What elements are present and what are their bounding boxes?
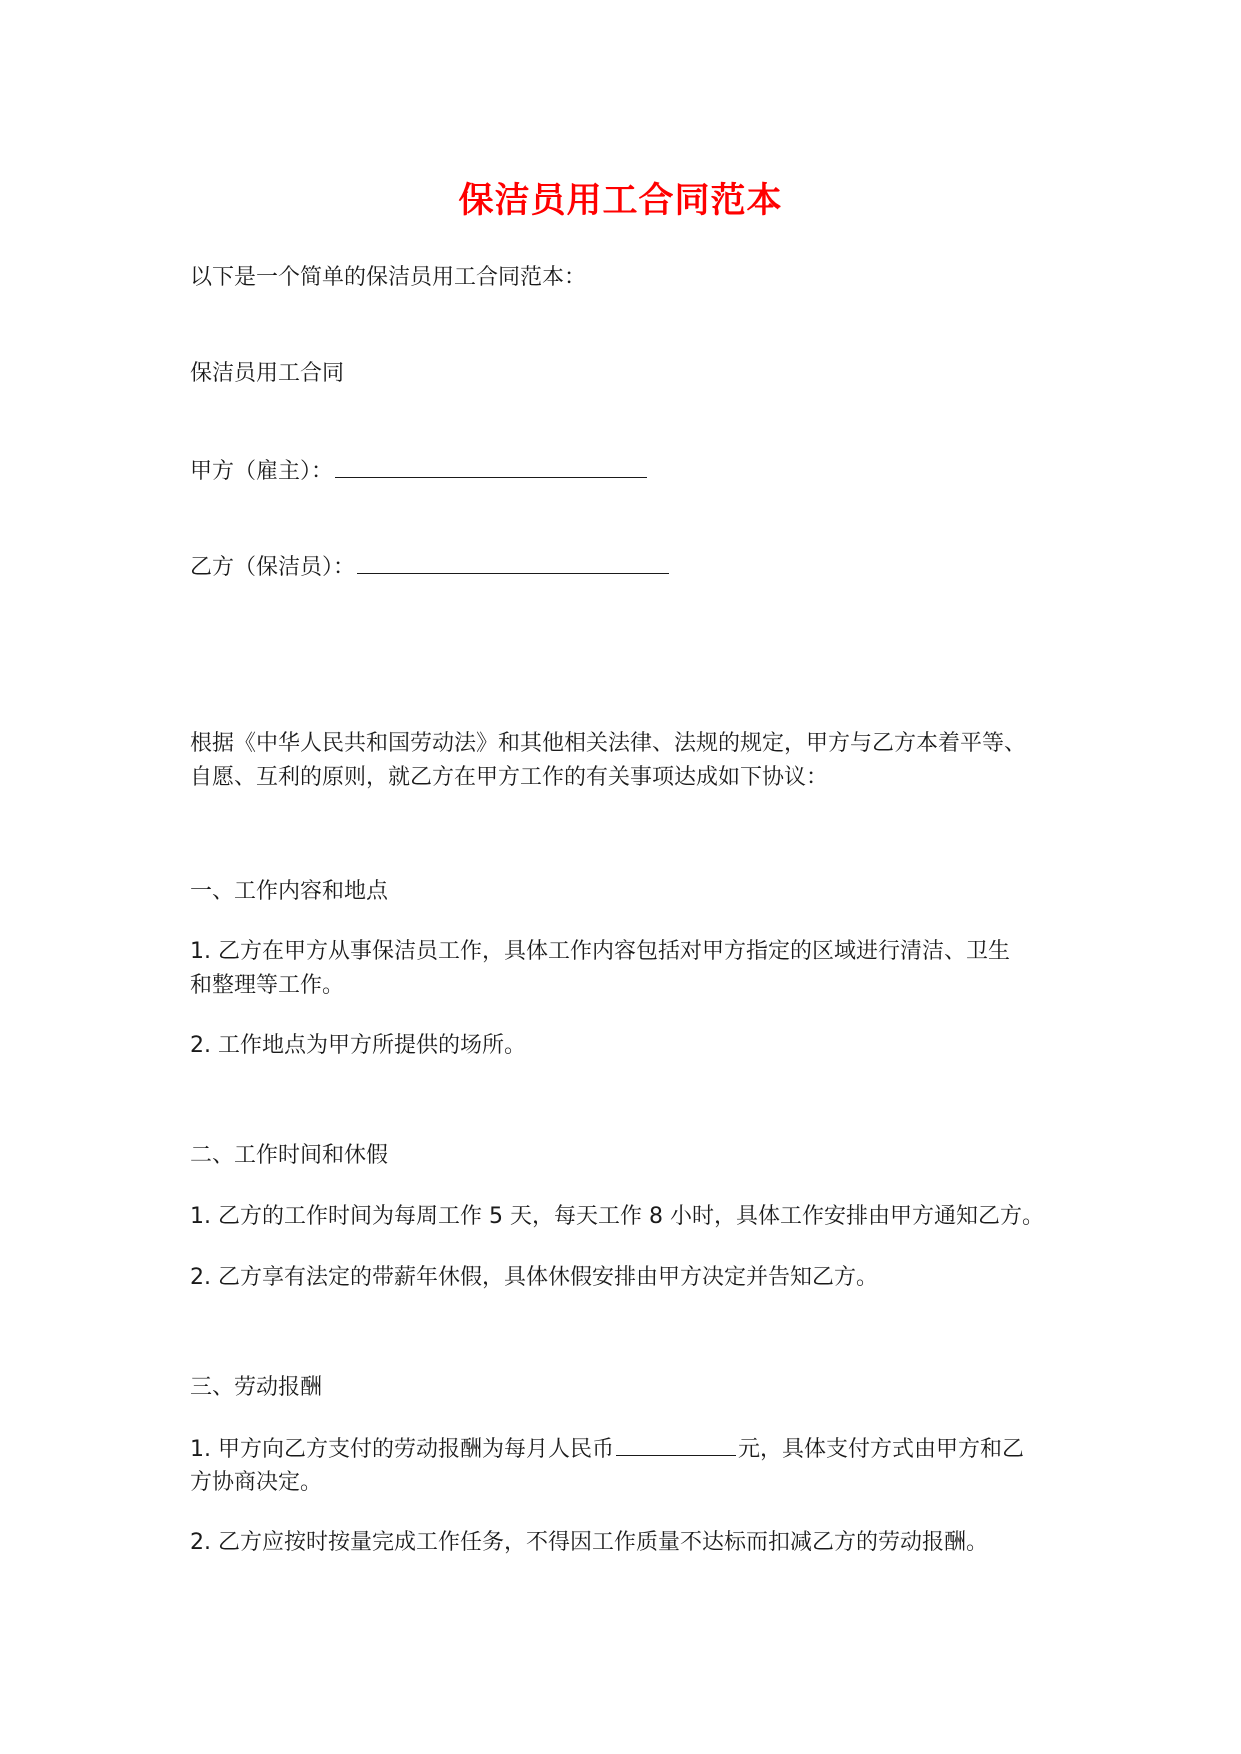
section-heading: 一、工作内容和地点 — [190, 879, 389, 904]
preamble-line-2: 自愿、互利的原则，就乙方在甲方工作的有关事项达成如下协议： — [190, 765, 829, 790]
section-heading: 三、劳动报酬 — [190, 1375, 323, 1400]
salary-blank — [616, 1433, 736, 1456]
page-title: 保洁员用工合同范本 — [458, 181, 783, 221]
section-item-line: 2. 乙方享有法定的带薪年休假，具体休假安排由甲方决定并告知乙方。 — [190, 1265, 878, 1290]
section-item-line: 方协商决定。 — [190, 1470, 323, 1495]
party-a-blank — [335, 455, 647, 478]
section-heading: 二、工作时间和休假 — [190, 1143, 389, 1168]
party-b-label: 乙方（保洁员）： — [190, 555, 356, 580]
contract-name: 保洁员用工合同 — [190, 361, 345, 386]
preamble-line-1: 根据《中华人民共和国劳动法》和其他相关法律、法规的规定，甲方与乙方本着平等、 — [190, 731, 1027, 756]
party-a-label: 甲方（雇主）： — [190, 459, 334, 484]
intro-text: 以下是一个简单的保洁员用工合同范本： — [190, 265, 587, 290]
salary-text-before: 1. 甲方向乙方支付的劳动报酬为每月人民币 — [190, 1437, 614, 1462]
salary-line — [190, 1433, 1070, 1466]
party-a-line — [190, 455, 1070, 488]
section-item-line: 2. 工作地点为甲方所提供的场所。 — [190, 1033, 526, 1058]
section-item-line: 1. 乙方在甲方从事保洁员工作，具体工作内容包括对甲方指定的区域进行清洁、卫生 — [190, 939, 1010, 964]
section-item-line: 2. 乙方应按时按量完成工作任务，不得因工作质量不达标而扣减乙方的劳动报酬。 — [190, 1530, 988, 1555]
party-b-blank — [357, 551, 669, 574]
party-b-line — [190, 551, 1070, 584]
section-item-line: 1. 乙方的工作时间为每周工作 5 天，每天工作 8 小时，具体工作安排由甲方通知乙方。 — [190, 1204, 1044, 1229]
salary-text-after: 元，具体支付方式由甲方和乙 — [738, 1437, 1025, 1462]
section-item-line: 和整理等工作。 — [190, 973, 345, 998]
